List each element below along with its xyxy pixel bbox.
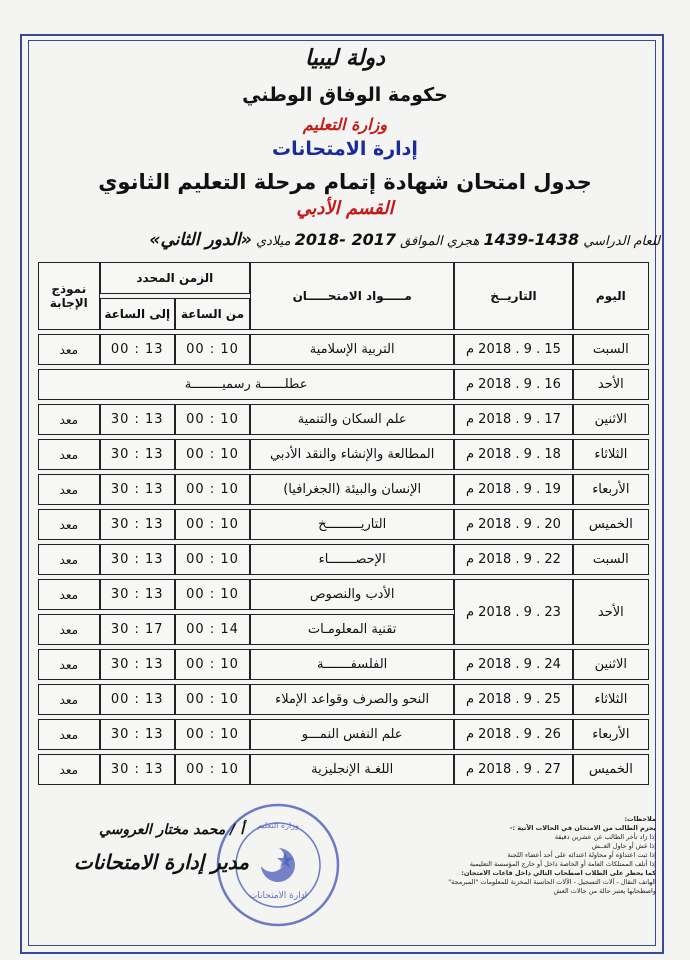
- row-date: 17 . 9 . 2018 م: [454, 404, 572, 435]
- notes-line: إذا غش أو حاول الغــش: [591, 842, 656, 850]
- row-from: 10 : 00: [175, 439, 250, 470]
- row-subject: علم السكان والتنمية: [250, 404, 454, 435]
- table-row: [38, 509, 649, 540]
- row-date: 19 . 9 . 2018 م: [454, 474, 572, 505]
- row-answer: معد: [38, 684, 100, 715]
- table-row: [38, 334, 649, 365]
- notes-line: واصطحابها يعتبر حالة من حالات الغش: [553, 887, 656, 895]
- col-to: إلى الساعة: [100, 298, 175, 330]
- notes-line: يحرم الطالب من الامتحان في الحالات الآتية :-: [509, 824, 656, 832]
- row-subject: الإنسان والبيئة (الجغرافيا): [250, 474, 454, 505]
- row-subject: اللغـة الإنجليزية: [250, 754, 454, 785]
- state-name: دولة ليبيا: [305, 46, 385, 71]
- svg-text:ادارة الامتحانات: ادارة الامتحانات: [248, 891, 308, 901]
- row-answer: معد: [38, 509, 100, 540]
- table-row: [38, 544, 649, 575]
- row-from: 10 : 00: [175, 684, 250, 715]
- table-row: [38, 474, 649, 505]
- row-date: 22 . 9 . 2018 م: [454, 544, 572, 575]
- year-greg-suffix: ميلادي: [255, 234, 291, 249]
- row-to: 13 : 30: [100, 579, 175, 610]
- row-from: 10 : 00: [175, 509, 250, 540]
- holiday-label: عطلــــــة رسميــــــــة: [38, 369, 454, 400]
- row-day: الخميس: [573, 509, 649, 540]
- row-answer: معد: [38, 544, 100, 575]
- exam-schedule-table: [38, 258, 649, 789]
- table-row: [38, 649, 649, 680]
- year-gregorian: 2017 -2018: [294, 230, 396, 249]
- row-subject: الفلسفـــــــة: [250, 649, 454, 680]
- row-to: 17 : 30: [100, 614, 175, 645]
- notes-line: الهاتف النقال - آلات التسجيل - الآلات الحاسبة المخزنة للمعلومات "المبرمجة": [448, 878, 656, 886]
- row-subject: التربية الإسلامية: [250, 334, 454, 365]
- section-name: القسم الأدبي: [296, 198, 394, 219]
- row-to: 13 : 00: [100, 684, 175, 715]
- table-row: [38, 579, 649, 610]
- row-date: 25 . 9 . 2018 م: [454, 684, 572, 715]
- row-to: 13 : 30: [100, 439, 175, 470]
- row-day: الثلاثاء: [573, 684, 649, 715]
- row-to: 13 : 30: [100, 404, 175, 435]
- row-date: 16 . 9 . 2018 م: [454, 369, 572, 400]
- row-day: الأحد: [573, 579, 649, 645]
- row-subject: التاريـــــــــخ: [250, 509, 454, 540]
- col-answer: نموذج الإجابة: [38, 262, 100, 330]
- col-from: من الساعة: [175, 298, 250, 330]
- academic-year-line: [30, 230, 660, 250]
- row-subject: المطالعة والإنشاء والنقد الأدبي: [250, 439, 454, 470]
- col-date: التاريــخ: [454, 262, 572, 330]
- row-answer: معد: [38, 439, 100, 470]
- row-date: 23 . 9 . 2018 م: [454, 579, 572, 645]
- row-day: الاثنين: [573, 649, 649, 680]
- row-from: 10 : 00: [175, 404, 250, 435]
- row-answer: معد: [38, 719, 100, 750]
- table-row: [38, 719, 649, 750]
- row-subject: علم النفس النمـــو: [250, 719, 454, 750]
- table-row: [38, 404, 649, 435]
- row-day: الثلاثاء: [573, 439, 649, 470]
- notes-line: إذا زاد تأخر الطالب عن عشرين دقيقة: [554, 833, 656, 841]
- row-date: 24 . 9 . 2018 م: [454, 649, 572, 680]
- row-to: 13 : 30: [100, 719, 175, 750]
- row-day: الاثنين: [573, 404, 649, 435]
- svg-text:وزارة التعليم: وزارة التعليم: [257, 821, 299, 830]
- row-date: 27 . 9 . 2018 م: [454, 754, 572, 785]
- row-to: 13 : 00: [100, 334, 175, 365]
- row-to: 13 : 30: [100, 509, 175, 540]
- row-from: 10 : 00: [175, 544, 250, 575]
- row-to: 13 : 30: [100, 544, 175, 575]
- row-day: السبت: [573, 334, 649, 365]
- row-day: الأربعاء: [573, 474, 649, 505]
- row-answer: معد: [38, 754, 100, 785]
- notes-line: كما يحظر على الطلاب اصطحاب التالي داخل قاعات الامتحان:: [461, 869, 656, 877]
- government-name: حكومة الوفاق الوطني: [242, 84, 448, 106]
- row-day: الأحد: [573, 369, 649, 400]
- department-name: إدارة الامتحانات: [272, 138, 418, 160]
- ministry-name: وزارة التعليم: [302, 115, 388, 134]
- row-from: 10 : 00: [175, 719, 250, 750]
- row-subject: الإحصـــــــاء: [250, 544, 454, 575]
- row-subject: الأدب والنصوص: [250, 579, 454, 610]
- col-time-group: الزمن المحدد: [100, 262, 251, 294]
- row-from: 14 : 00: [175, 614, 250, 645]
- table-row: [38, 754, 649, 785]
- row-answer: معد: [38, 614, 100, 645]
- row-from: 10 : 00: [175, 334, 250, 365]
- row-from: 10 : 00: [175, 754, 250, 785]
- row-to: 13 : 30: [100, 754, 175, 785]
- row-answer: معد: [38, 334, 100, 365]
- signer-name: أ / محمد مختار العروسي: [98, 822, 244, 838]
- col-subject: مـــــواد الامتحـــــان: [250, 262, 454, 330]
- row-answer: معد: [38, 404, 100, 435]
- row-date: 26 . 9 . 2018 م: [454, 719, 572, 750]
- notes-line: إذا ثبت اعتداؤه أو محاولة اعتدائه على أحد أعضاء اللجنة: [507, 851, 656, 859]
- row-to: 13 : 30: [100, 474, 175, 505]
- row-answer: معد: [38, 474, 100, 505]
- document-title: جدول امتحان شهادة إتمام مرحلة التعليم الثانوي: [98, 170, 592, 194]
- year-prefix: للعام الدراسي: [583, 234, 660, 249]
- table-row: [38, 684, 649, 715]
- notes-block: [318, 815, 656, 896]
- col-day: اليوم: [573, 262, 649, 330]
- signer-title: مدير إدارة الامتحانات: [73, 850, 249, 874]
- row-day: السبت: [573, 544, 649, 575]
- row-subject: النحو والصرف وقواعد الإملاء: [250, 684, 454, 715]
- row-date: 18 . 9 . 2018 م: [454, 439, 572, 470]
- row-day: الأربعاء: [573, 719, 649, 750]
- row-to: 13 : 30: [100, 649, 175, 680]
- row-day: الخميس: [573, 754, 649, 785]
- year-hijri-suffix: هجري الموافق: [400, 234, 480, 249]
- table-row: [38, 439, 649, 470]
- row-subject: تقنية المعلومـات: [250, 614, 454, 645]
- row-answer: معد: [38, 649, 100, 680]
- notes-line: إذا أتلف الممتلكات العامة أو الخاصة داخل أو خارج المؤسسة التعليمية: [469, 860, 656, 868]
- exam-round: «الدور الثاني»: [149, 230, 252, 250]
- row-from: 10 : 00: [175, 474, 250, 505]
- row-from: 10 : 00: [175, 579, 250, 610]
- row-date: 15 . 9 . 2018 م: [454, 334, 572, 365]
- year-hijri: 1438-1439: [483, 230, 580, 249]
- row-answer: معد: [38, 579, 100, 610]
- row-date: 20 . 9 . 2018 م: [454, 509, 572, 540]
- row-from: 10 : 00: [175, 649, 250, 680]
- table-row-holiday: [38, 369, 649, 400]
- notes-heading: ملاحظات:: [624, 815, 656, 823]
